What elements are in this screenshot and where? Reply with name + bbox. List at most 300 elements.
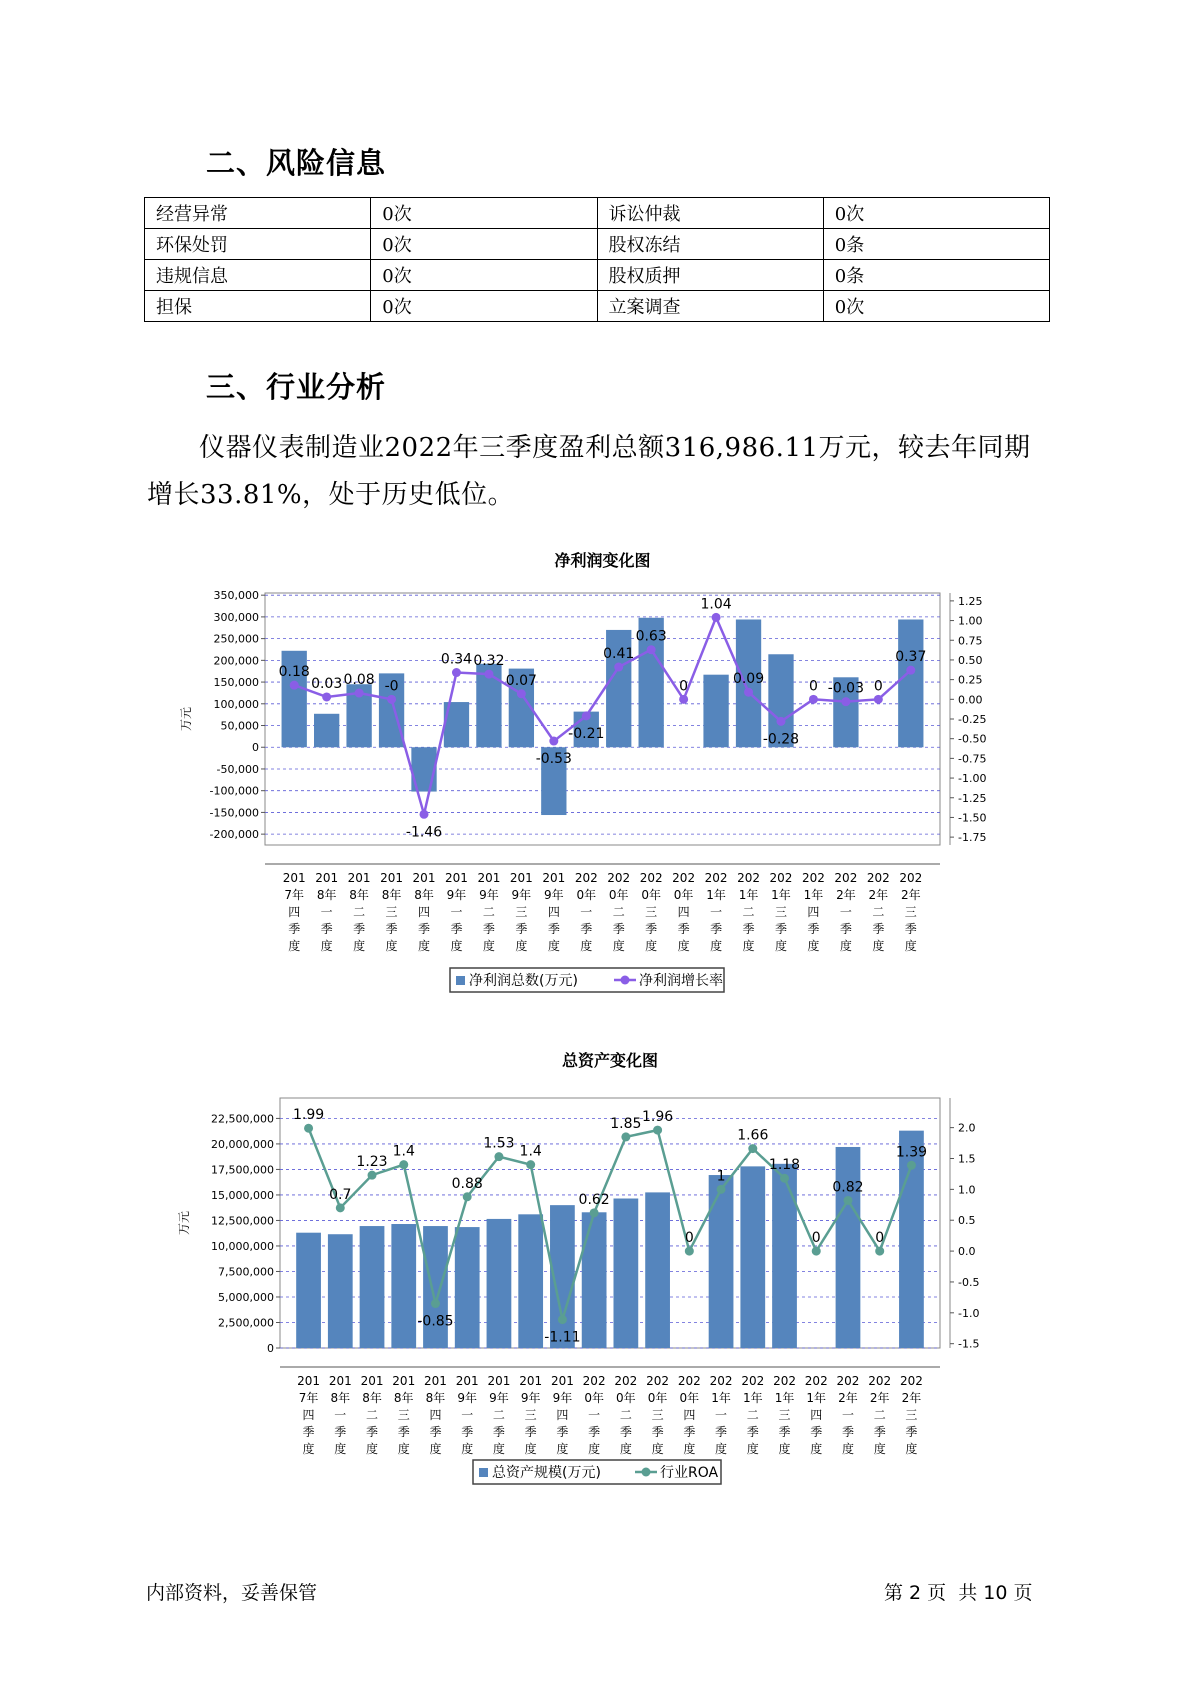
x-tick-label-line: 度: [651, 1442, 664, 1456]
risk-value: 0次: [371, 260, 597, 291]
x-tick-label-line: 202: [741, 1374, 765, 1388]
legend-bar-swatch: [479, 1468, 488, 1477]
x-tick-label-line: 201: [412, 871, 436, 885]
risk-label: 立案调查: [597, 291, 823, 322]
x-tick-label-line: 1年: [706, 888, 726, 902]
data-label: 0.63: [635, 628, 667, 645]
x-tick-label-line: 度: [588, 1442, 601, 1456]
x-tick-label-line: 202: [866, 871, 890, 885]
x-tick-label-line: 三: [397, 1408, 410, 1422]
x-tick-label-line: 度: [482, 939, 495, 953]
y2-tick-label: -1.75: [958, 831, 987, 845]
x-tick-label-line: 201: [519, 1374, 543, 1388]
x-tick-label-line: 一: [715, 1408, 728, 1422]
data-label: -0.53: [535, 751, 572, 768]
x-tick-label-line: 一: [710, 905, 723, 919]
x-tick-label-line: 季: [556, 1425, 569, 1439]
x-tick-label: [413, 871, 436, 953]
bar: [709, 1175, 734, 1348]
series-point: [590, 1208, 599, 1217]
bar: [423, 1226, 448, 1348]
x-tick-label-line: 2年: [836, 888, 856, 902]
x-tick-label-line: 季: [418, 922, 431, 936]
x-tick-label: [542, 871, 565, 953]
x-tick-label-line: 四: [302, 1408, 315, 1422]
series-point: [399, 1160, 408, 1169]
x-tick-label-line: 202: [899, 871, 923, 885]
x-tick-label-line: 季: [588, 1425, 601, 1439]
x-tick-label-line: 202: [868, 1374, 892, 1388]
x-tick-label-line: 季: [302, 1425, 315, 1439]
x-tick-label-line: 0年: [616, 1391, 636, 1405]
y-axis-label: 万元: [179, 706, 193, 732]
y-tick-label: -200,000: [209, 828, 259, 842]
x-tick-label-line: 季: [353, 922, 366, 936]
x-tick-label-line: 202: [607, 871, 631, 885]
risk-value: 0次: [371, 198, 597, 229]
x-tick-label-line: 季: [334, 1425, 347, 1439]
x-tick-label-line: 度: [677, 939, 690, 953]
chart-title: 净利润变化图: [554, 551, 651, 570]
x-tick-label: [900, 1374, 923, 1456]
x-tick-label-line: 202: [677, 1374, 701, 1388]
x-tick-label-line: 四: [677, 905, 690, 919]
x-tick-label-line: 201: [445, 871, 468, 885]
x-tick-label-line: 9年: [544, 888, 564, 902]
series-point: [526, 1160, 535, 1169]
risk-label: 环保处罚: [145, 229, 371, 260]
y2-tick-label: -0.5: [958, 1275, 980, 1289]
risk-value: 0条: [823, 260, 1049, 291]
x-tick-label-line: 202: [769, 871, 793, 885]
legend-line-label: 净利润增长率: [639, 973, 723, 989]
data-label: 0.88: [451, 1175, 483, 1192]
risk-label: 违规信息: [145, 260, 371, 291]
x-tick-label-line: 度: [288, 939, 301, 953]
x-tick-label-line: 二: [492, 1408, 505, 1422]
y2-tick-label: 0.75: [958, 634, 983, 648]
bar: [740, 1166, 765, 1348]
series-point: [494, 1152, 503, 1161]
x-tick-label-line: 9年: [479, 888, 499, 902]
data-label: 0.32: [473, 653, 505, 670]
chart-title: 总资产变化图: [561, 1051, 659, 1070]
y-tick-label: 2,500,000: [218, 1316, 274, 1330]
x-tick-label-line: 度: [320, 939, 333, 953]
x-tick-label-line: 9年: [489, 1391, 509, 1405]
x-tick-label-line: 2年: [868, 888, 889, 902]
x-tick-label-line: 201: [550, 1374, 574, 1388]
x-tick-label-line: 1年: [742, 1391, 763, 1405]
industry-paragraph: 仪器仪表制造业2022年三季度盈利总额316,986.11万元，较去年同期增长33.81%，处于历史低位。: [147, 433, 1031, 510]
y2-tick-label: -0.75: [958, 752, 987, 766]
x-tick-label-line: 202: [801, 871, 825, 885]
x-tick-label-line: 三: [778, 1408, 791, 1422]
x-tick-label-line: 度: [492, 1442, 505, 1456]
series-point: [874, 695, 883, 704]
x-tick-label-line: 7年: [284, 888, 305, 902]
y2-tick-label: 0.50: [958, 653, 983, 667]
x-tick-label-line: 2年: [900, 888, 921, 902]
x-tick-label-line: 0年: [608, 888, 629, 902]
x-tick-label-line: 季: [612, 922, 625, 936]
series-point: [304, 1124, 313, 1133]
x-tick-label: [477, 871, 500, 953]
x-tick-label-line: 度: [746, 1442, 759, 1456]
net-profit-chart: [160, 540, 987, 989]
risk-label: 经营异常: [145, 198, 371, 229]
series-point: [776, 717, 785, 726]
data-label: 0.41: [603, 646, 635, 663]
y-tick-label: 300,000: [213, 610, 259, 624]
x-tick-label-line: 季: [397, 1425, 410, 1439]
series-point: [549, 737, 558, 746]
x-tick-label-line: 度: [429, 1442, 442, 1456]
y2-tick-label: 0.5: [958, 1214, 976, 1228]
y-tick-label: 10,000,000: [211, 1239, 274, 1253]
x-tick-label-line: 1年: [774, 1391, 795, 1405]
series-point: [336, 1203, 345, 1212]
x-tick-label-line: 8年: [316, 888, 337, 902]
x-tick-label: [510, 871, 533, 953]
risk-label: 担保: [145, 291, 371, 322]
x-tick-label-line: 202: [834, 871, 858, 885]
x-tick-label-line: 201: [297, 1374, 321, 1388]
series-point: [582, 711, 591, 720]
x-tick-label-line: 四: [683, 1408, 696, 1422]
data-label: -0.85: [417, 1313, 454, 1330]
x-tick-label-line: 二: [612, 905, 625, 919]
x-tick-label: [297, 1374, 320, 1456]
x-tick-label-line: 9年: [552, 1391, 573, 1405]
risk-value: 0次: [823, 291, 1049, 322]
risk-value: 0次: [371, 291, 597, 322]
x-tick-label-line: 二: [873, 1408, 886, 1422]
x-tick-label-line: 202: [804, 1374, 828, 1388]
x-tick-label-line: 季: [873, 1425, 886, 1439]
data-label: 0.07: [505, 672, 537, 689]
x-tick-label-line: 1年: [803, 888, 824, 902]
x-tick-label-line: 202: [646, 1374, 670, 1388]
x-tick-label-line: 度: [461, 1442, 474, 1456]
x-tick-label-line: 201: [424, 1374, 447, 1388]
x-tick-label-line: 202: [574, 871, 598, 885]
x-tick-label: [646, 1374, 669, 1456]
x-tick-label-line: 202: [672, 871, 696, 885]
risk-value: 0条: [823, 229, 1049, 260]
x-tick-label-line: 201: [380, 871, 404, 885]
x-tick-label-line: 201: [360, 1374, 384, 1388]
x-tick-label-line: 度: [807, 939, 820, 953]
x-tick-label-line: 0年: [647, 1391, 668, 1405]
data-label: 0.62: [578, 1191, 610, 1208]
x-tick-label-line: 度: [366, 1442, 379, 1456]
x-tick-label: [805, 1374, 828, 1456]
x-tick-label-line: 0年: [673, 888, 694, 902]
y2-tick-label: -0.50: [958, 732, 987, 746]
x-tick-label-line: 度: [450, 939, 463, 953]
series-point: [712, 613, 721, 622]
x-tick-label-line: 四: [556, 1408, 569, 1422]
x-tick-label-line: 202: [704, 871, 728, 885]
x-tick-label-line: 8年: [330, 1391, 351, 1405]
y-tick-label: 0: [267, 1342, 274, 1355]
bar: [836, 1147, 861, 1348]
x-tick-label-line: 季: [839, 922, 852, 936]
y-tick-label: 150,000: [213, 676, 259, 690]
risk-label: 股权冻结: [597, 229, 823, 260]
series-point: [780, 1174, 789, 1183]
x-tick-label-line: 季: [580, 922, 593, 936]
x-tick-label: [348, 871, 371, 953]
x-tick-label-line: 度: [515, 939, 528, 953]
series-point: [452, 668, 461, 677]
x-tick-label-line: 四: [547, 905, 560, 919]
x-tick-label-line: 201: [487, 1374, 511, 1388]
x-tick-label-line: 一: [839, 905, 852, 919]
x-tick-label-line: 一: [588, 1408, 601, 1422]
x-tick-label-line: 季: [677, 922, 690, 936]
x-tick-label-line: 度: [612, 939, 625, 953]
y2-tick-label: -1.00: [958, 772, 987, 786]
x-tick-label-line: 二: [872, 905, 885, 919]
series-point: [558, 1315, 567, 1324]
y2-tick-label: -1.25: [958, 791, 987, 805]
bar: [314, 714, 339, 747]
x-tick-label-line: 8年: [381, 888, 402, 902]
x-tick-label-line: 度: [904, 939, 917, 953]
y-tick-label: 350,000: [213, 589, 259, 603]
bar: [703, 675, 728, 748]
data-label: -1.11: [544, 1329, 581, 1346]
series-point: [906, 666, 915, 675]
x-tick-label-line: 季: [515, 922, 528, 936]
x-tick-label-line: 度: [619, 1442, 632, 1456]
bar: [898, 620, 923, 748]
x-tick-label: [487, 1374, 510, 1456]
x-tick-label: [899, 871, 922, 953]
x-tick-label-line: 度: [872, 939, 885, 953]
y2-tick-label: 1.25: [958, 594, 983, 608]
x-tick-label-line: 度: [353, 939, 366, 953]
x-tick-label: [283, 871, 306, 953]
y-tick-label: -150,000: [209, 806, 259, 820]
data-label: -0.28: [762, 731, 800, 748]
x-tick-label-line: 度: [774, 939, 787, 953]
x-tick-label-line: 7年: [298, 1391, 319, 1405]
x-tick-label-line: 季: [482, 922, 495, 936]
y2-tick-label: 2.0: [958, 1121, 976, 1135]
x-tick-label-line: 一: [461, 1408, 474, 1422]
series-point: [368, 1171, 377, 1180]
bar: [487, 1219, 512, 1348]
x-tick-label-line: 度: [302, 1442, 315, 1456]
data-label: 1.99: [292, 1107, 325, 1124]
data-label: 0.37: [895, 649, 927, 666]
x-tick-label-line: 季: [619, 1425, 632, 1439]
x-tick-label-line: 201: [509, 871, 533, 885]
series-point: [647, 645, 656, 654]
legend-bar-swatch: [456, 976, 465, 985]
risk-label: 诉讼仲裁: [597, 198, 823, 229]
x-tick-label-line: 一: [841, 1408, 854, 1422]
data-label: 0: [679, 678, 689, 695]
x-tick-label-line: 9年: [520, 1391, 541, 1405]
data-label: 0.18: [278, 664, 310, 681]
x-tick-label: [678, 1374, 701, 1456]
data-label: 0.7: [329, 1186, 352, 1203]
y2-tick-label: -1.50: [958, 811, 987, 825]
x-tick-label-line: 季: [320, 922, 333, 936]
x-tick-label-line: 0年: [576, 888, 597, 902]
y-tick-label: 15,000,000: [211, 1188, 274, 1202]
series-point: [621, 1132, 630, 1141]
data-label: 0: [808, 678, 818, 695]
data-label: 1.85: [610, 1115, 642, 1132]
risk-row: [145, 198, 1050, 229]
x-tick-label-line: 二: [353, 905, 366, 919]
x-tick-label-line: 季: [746, 1425, 759, 1439]
x-tick-label-line: 202: [614, 1374, 638, 1388]
x-tick-label-line: 三: [645, 905, 658, 919]
series-point: [685, 1247, 694, 1256]
x-tick-label: [773, 1374, 796, 1456]
series-point: [387, 695, 396, 704]
data-label: 1.96: [642, 1109, 674, 1126]
x-tick-label: [424, 1374, 447, 1456]
x-tick-label: [456, 1374, 479, 1456]
data-label: 0: [811, 1230, 821, 1247]
footer-left: 内部资料，妥善保管: [146, 1582, 318, 1604]
x-tick-label-line: 8年: [414, 888, 434, 902]
y-axis-label: 万元: [177, 1210, 191, 1236]
x-tick-label-line: 季: [524, 1425, 537, 1439]
series-point: [907, 1161, 916, 1170]
x-tick-label: [770, 871, 793, 953]
series-point: [355, 689, 364, 698]
x-tick-label: [575, 871, 598, 953]
bar: [645, 1192, 670, 1348]
x-tick-label-line: 度: [905, 1442, 918, 1456]
data-label: -0.03: [827, 680, 865, 697]
x-tick-label-line: 度: [397, 1442, 410, 1456]
x-tick-label-line: 三: [774, 905, 787, 919]
y-tick-label: -100,000: [209, 784, 259, 798]
x-tick-label: [640, 871, 663, 953]
total-assets-chart: [160, 1040, 980, 1494]
x-tick-label-line: 季: [366, 1425, 379, 1439]
x-tick-label-line: 度: [385, 939, 398, 953]
x-tick-label: [868, 1374, 891, 1456]
x-tick-label-line: 季: [450, 922, 463, 936]
x-tick-label-line: 2年: [901, 1391, 922, 1405]
net-profit-chart-svg: [160, 540, 987, 989]
x-tick-label-line: 三: [385, 905, 398, 919]
legend-bar-label: 总资产规模(万元): [492, 1465, 601, 1481]
x-tick-label-line: 二: [746, 1408, 759, 1422]
x-tick-label-line: 1年: [806, 1391, 827, 1405]
series-point: [812, 1247, 821, 1256]
y-tick-label: 5,000,000: [218, 1290, 274, 1304]
x-tick-label-line: 季: [429, 1425, 442, 1439]
x-tick-label: [802, 871, 825, 953]
data-label: -0.21: [568, 725, 605, 742]
x-tick-label-line: 201: [542, 871, 566, 885]
x-tick-label: [741, 1374, 764, 1456]
x-tick-label-line: 季: [288, 922, 301, 936]
x-tick-label-line: 三: [905, 1408, 918, 1422]
data-label: 0.82: [832, 1179, 864, 1196]
industry-heading: 三、行业分析: [206, 370, 387, 404]
x-tick-label: [392, 1374, 415, 1456]
x-tick-label-line: 2年: [869, 1391, 890, 1405]
x-tick-label-line: 9年: [446, 888, 467, 902]
x-tick-label-line: 1年: [738, 888, 759, 902]
x-tick-label-line: 度: [710, 939, 723, 953]
x-tick-label: [710, 1374, 733, 1456]
data-label: 1.4: [519, 1143, 542, 1160]
bar: [613, 1199, 638, 1348]
data-label: 1.39: [895, 1144, 928, 1161]
series-point: [420, 810, 429, 819]
x-tick-label-line: 0年: [584, 1391, 604, 1405]
x-tick-label-line: 201: [347, 871, 371, 885]
series-point: [744, 688, 753, 697]
x-tick-label-line: 三: [904, 905, 917, 919]
x-tick-label: [867, 871, 890, 953]
x-tick-label: [737, 871, 760, 953]
x-tick-label-line: 三: [524, 1408, 537, 1422]
series-point: [809, 695, 818, 704]
x-tick-label-line: 季: [810, 1425, 823, 1439]
x-tick-label-line: 度: [683, 1442, 696, 1456]
series-point: [322, 692, 331, 701]
x-tick-label-line: 2年: [838, 1391, 858, 1405]
series-point: [431, 1299, 440, 1308]
x-tick-label: [583, 1374, 606, 1456]
x-tick-label-line: 一: [320, 905, 333, 919]
data-label: 1.04: [700, 596, 732, 613]
x-tick-label: [329, 1374, 352, 1456]
y-tick-label: 17,500,000: [211, 1163, 274, 1177]
x-tick-label-line: 8年: [425, 1391, 446, 1405]
x-tick-label-line: 季: [905, 1425, 918, 1439]
x-tick-label-line: 202: [773, 1374, 796, 1388]
risk-value: 0次: [823, 198, 1049, 229]
y-tick-label: 50,000: [220, 719, 259, 733]
x-tick-label-line: 度: [547, 939, 560, 953]
x-tick-label-line: 二: [742, 905, 755, 919]
y2-tick-label: -1.0: [958, 1306, 980, 1320]
x-tick-label-line: 度: [873, 1442, 886, 1456]
y2-tick-label: 1.5: [958, 1152, 976, 1166]
x-tick-label-line: 季: [742, 922, 755, 936]
x-tick-label-line: 度: [580, 939, 593, 953]
x-tick-label-line: 0年: [679, 1391, 700, 1405]
x-tick-label-line: 度: [810, 1442, 823, 1456]
x-tick-label-line: 季: [645, 922, 658, 936]
x-tick-label-line: 季: [547, 922, 560, 936]
data-label: 0.09: [732, 671, 765, 688]
x-tick-label-line: 四: [810, 1408, 823, 1422]
bar: [328, 1234, 353, 1348]
series-point: [517, 689, 526, 698]
x-tick-label-line: 季: [778, 1425, 791, 1439]
x-tick-label-line: 四: [429, 1408, 442, 1422]
data-label: -1.46: [405, 824, 443, 841]
series-point: [290, 681, 299, 690]
data-label: 1.53: [483, 1135, 515, 1152]
